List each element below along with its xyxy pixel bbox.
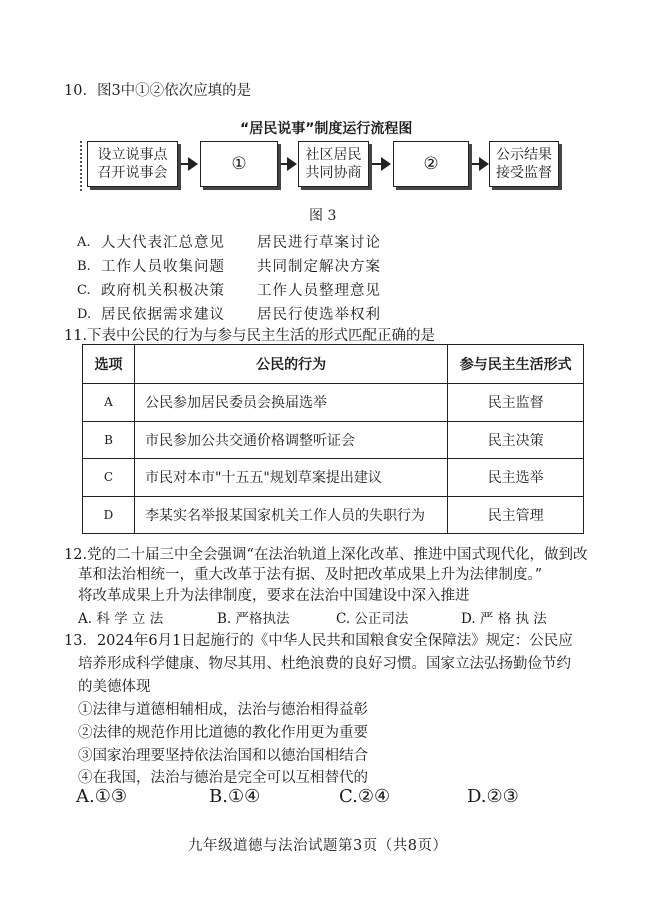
q13-item-4: ④在我国，法治与德治是完全可以互相替代的: [78, 770, 368, 786]
q12-line-3: 将改革成果上升为法律制度，要求在法治中国建设中深入推进: [78, 588, 470, 604]
table-row: [83, 496, 584, 534]
q10-option-a-second: 居民进行草案讨论: [257, 235, 381, 251]
flow-arrow: [381, 157, 391, 171]
q13-item-2: ②法律的规范作用比道德的教化作用更为重要: [78, 725, 368, 741]
q12-option-d: D. 严 格 执 法: [461, 611, 547, 627]
q10-option-b-first: 工作人员收集问题: [101, 259, 225, 275]
table-cell-behavior: 李某实名举报某国家机关工作人员的失职行为: [134, 496, 447, 534]
q10-option-d-first: 居民依据需求建议: [101, 307, 225, 323]
q10-option-b-second: 共同制定解决方案: [257, 259, 381, 275]
flow-box-blank-1: ①: [200, 141, 278, 187]
q12-line-2: 革和法治相统一，重大改革于法有据、及时把改革成果上升为法律制度。”: [78, 567, 543, 583]
flow-arrow: [287, 157, 297, 171]
q10-option-a-first: 人大代表汇总意见: [101, 235, 225, 251]
q13-line-3: 的美德体现: [78, 679, 151, 695]
table-header: 公民的行为: [134, 345, 447, 384]
q10-option-label: D.: [77, 307, 92, 322]
table-header-row: [83, 345, 584, 384]
q13-option-a: A.①③: [76, 786, 127, 807]
q12-option-b: B. 严格执法: [217, 611, 290, 627]
table-cell-form: 民主管理: [448, 496, 584, 534]
page-footer: 九年级道德与法治试题第3页（共8页）: [188, 838, 448, 854]
table-cell-option: C: [83, 459, 135, 497]
table-row: [83, 384, 584, 422]
table-header: 参与民主生活形式: [448, 345, 584, 384]
table-cell-form: 民主监督: [448, 384, 584, 422]
q11-table: [82, 344, 584, 534]
table-cell-behavior: 公民参加居民委员会换届选举: [134, 384, 447, 422]
flow-arrow: [188, 157, 198, 171]
table-cell-behavior: 市民参加公共交通价格调整听证会: [134, 421, 447, 459]
flow-box-publish: 公示结果 接受监督: [489, 141, 559, 187]
q12-option-a: A. 科 学 立 法: [78, 611, 164, 627]
q11-stem: 11.下表中公民的行为与参与民主生活的形式匹配正确的是: [64, 328, 436, 344]
flow-arrow: [479, 157, 489, 171]
flow-box-consult: 社区居民 共同协商: [298, 141, 369, 187]
q10-option-label: C.: [77, 283, 91, 298]
table-row: [83, 459, 584, 497]
table-cell-form: 民主决策: [448, 421, 584, 459]
flowchart-title: “居民说事”制度运行流程图: [240, 121, 413, 137]
q12-line-1: 12.党的二十届三中全会强调“在法治轨道上深化改革、推进中国式现代化，做到改: [64, 547, 588, 563]
q10-option-c-second: 工作人员整理意见: [257, 283, 381, 299]
q10-option-d-second: 居民行使选举权利: [257, 307, 381, 323]
flow-box-blank-2: ②: [393, 141, 469, 187]
q12-option-c: C. 公正司法: [336, 611, 409, 627]
table-cell-form: 民主选举: [448, 459, 584, 497]
q13-item-3: ③国家治理要坚持依法治国和以德治国相结合: [78, 748, 368, 764]
q13-option-d: D.②③: [467, 786, 519, 807]
flow-box-setup: 设立说事点 召开说事会: [87, 141, 178, 187]
figure-caption: 图 3: [309, 208, 337, 224]
table-cell-option: B: [83, 421, 135, 459]
q13-line-2: 培养形成科学健康、物尽其用、杜绝浪费的良好习惯。国家立法弘扬勤俭节约: [78, 656, 571, 672]
q10-option-label: A.: [77, 235, 91, 250]
q10-option-c-first: 政府机关积极决策: [101, 283, 225, 299]
q13-option-b: B.①④: [209, 786, 261, 807]
q10-option-label: B.: [77, 259, 91, 274]
q13-item-1: ①法律与道德相辅相成，法治与德治相得益彰: [78, 702, 368, 718]
q10-stem: 10．图3中①②依次应填的是: [64, 83, 252, 99]
table-cell-option: A: [83, 384, 135, 422]
table-header: 选项: [83, 345, 135, 384]
table-cell-behavior: 市民对本市"十五五"规划草案提出建议: [134, 459, 447, 497]
q13-line-1: 13．2024年6月1日起施行的《中华人民共和国粮食安全保障法》规定：公民应: [64, 633, 573, 649]
q13-option-c: C.②④: [339, 786, 391, 807]
table-row: [83, 421, 584, 459]
flowchart-edge: [80, 141, 82, 191]
table-cell-option: D: [83, 496, 135, 534]
